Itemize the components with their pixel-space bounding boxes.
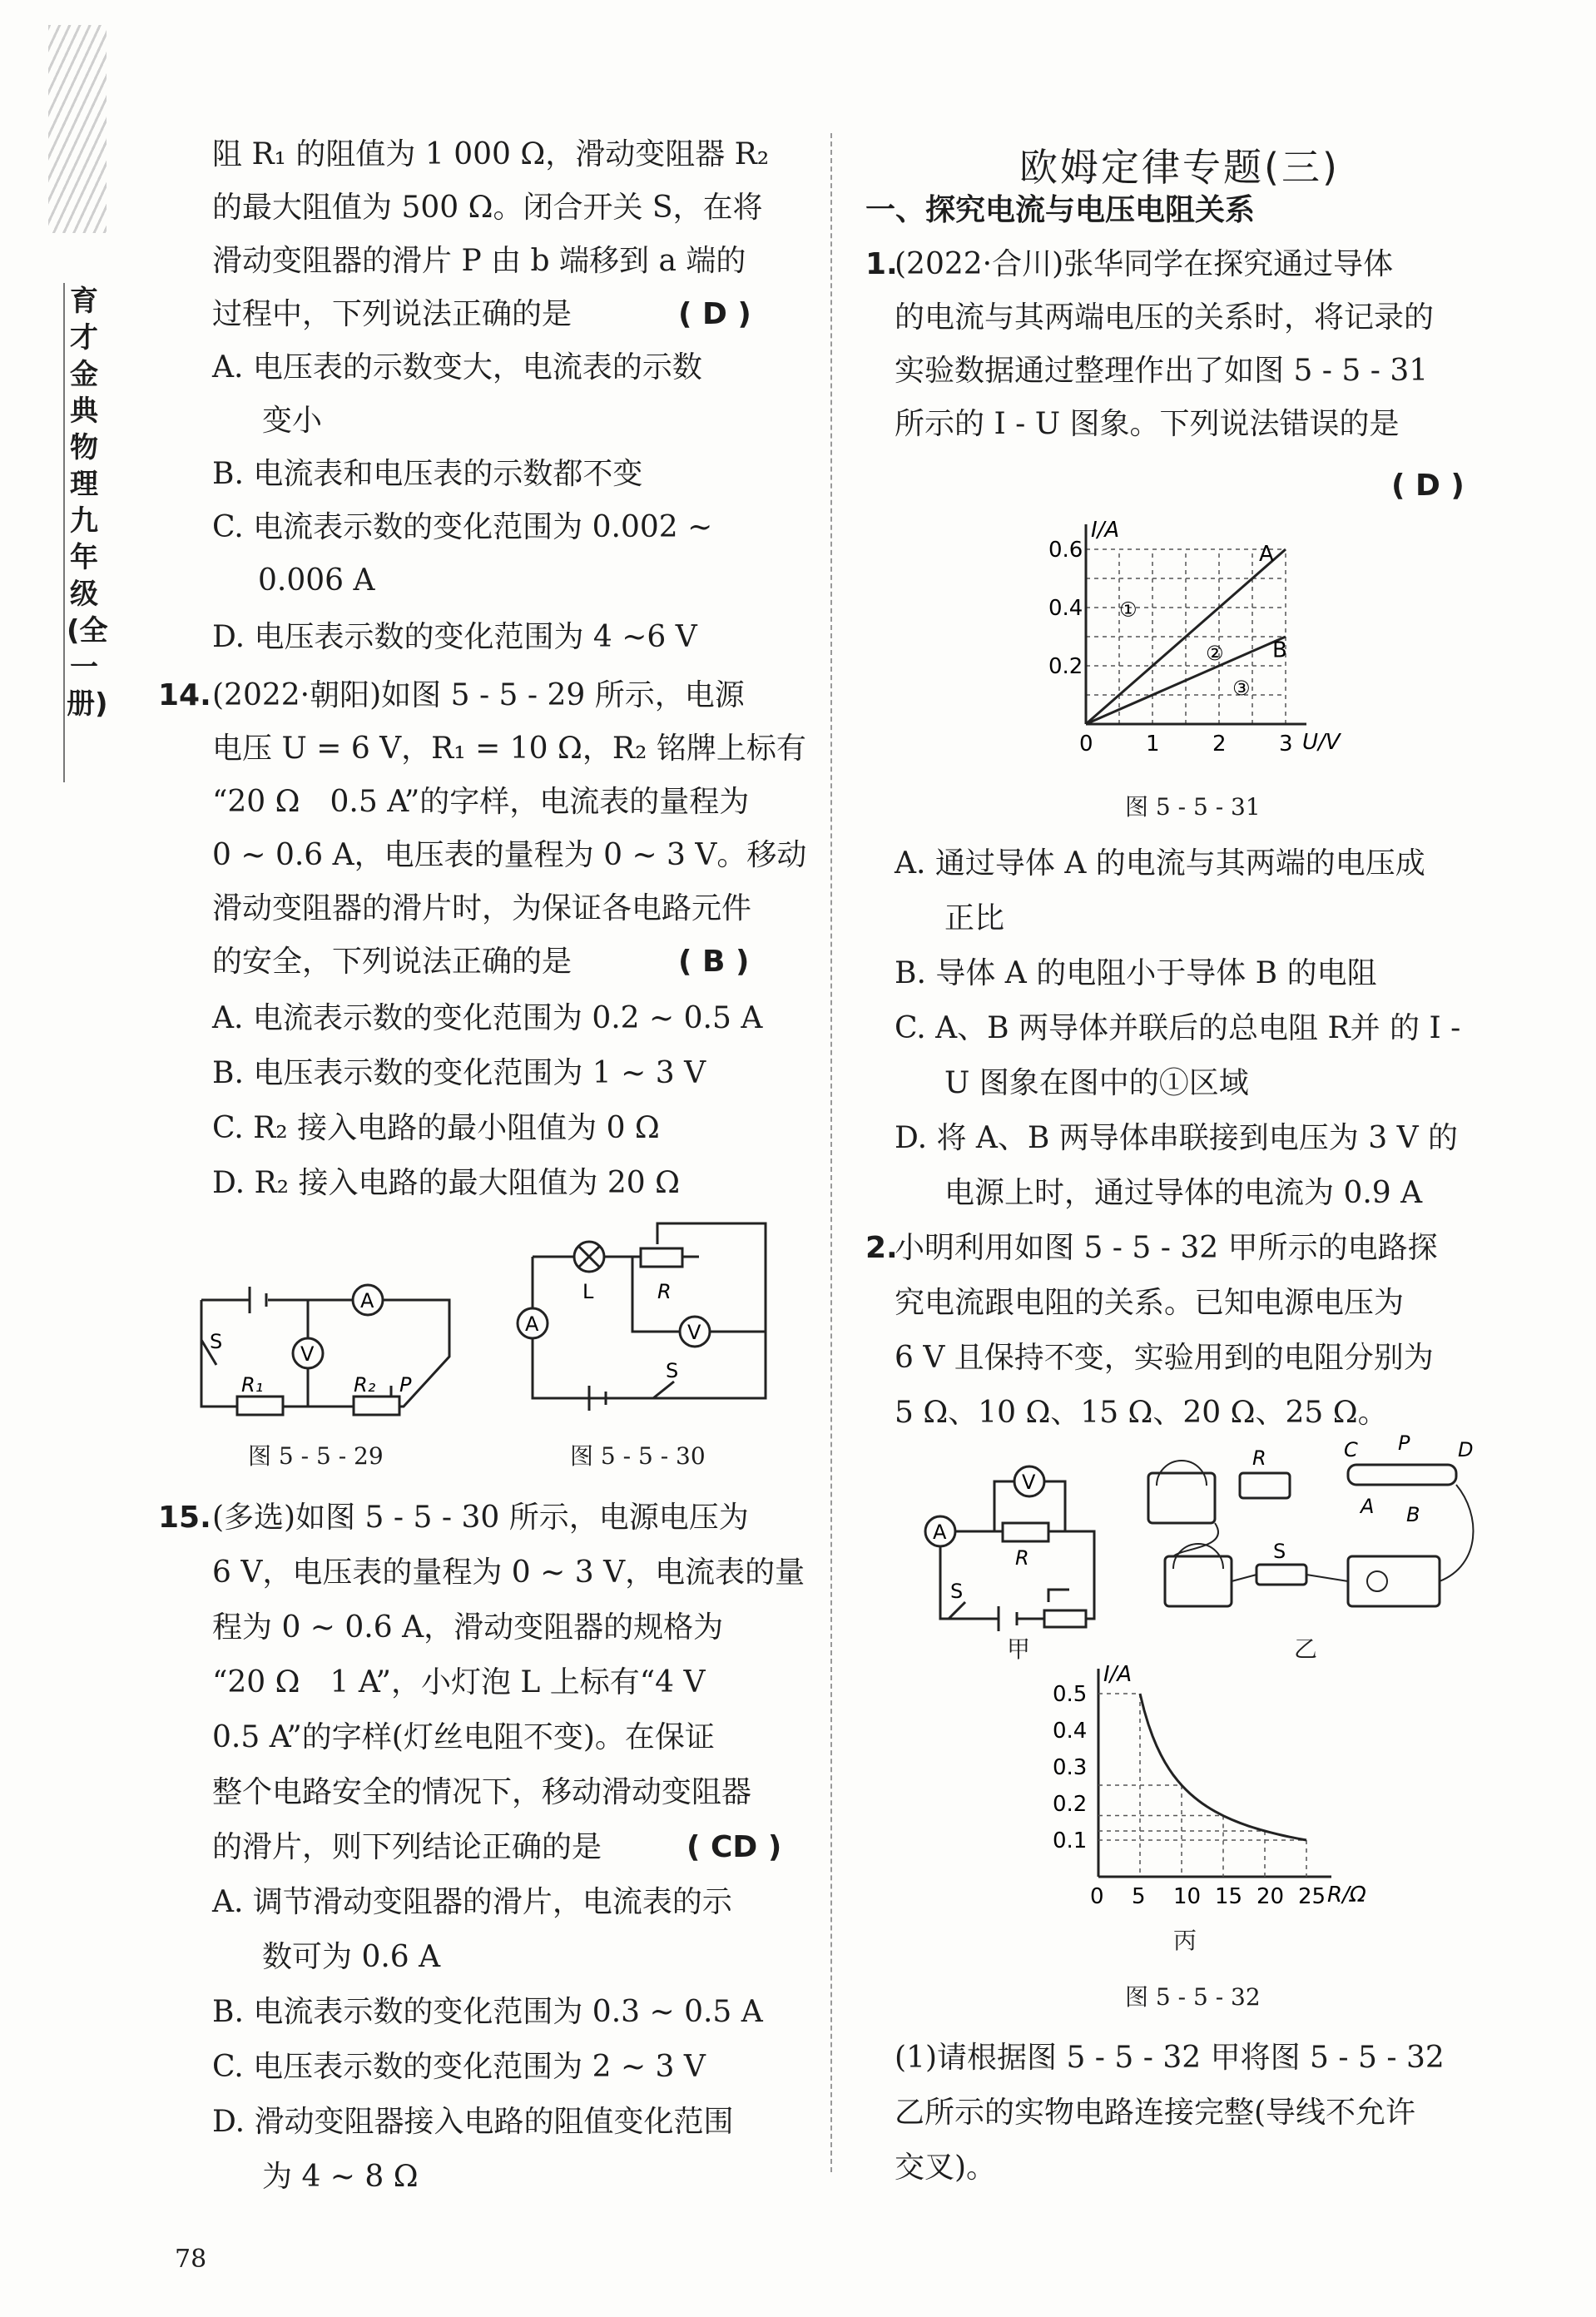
margin-hatch-decoration xyxy=(48,25,107,233)
q13-option-d: D. 电压表示数的变化范围为 4 ~6 V xyxy=(212,620,697,654)
power-supply-device-icon xyxy=(1348,1556,1440,1606)
fig29-label-p: P xyxy=(399,1373,412,1397)
fig29-label-a: A xyxy=(360,1289,374,1312)
fig32-jia-label-s: S xyxy=(950,1580,964,1603)
voltmeter-device-icon xyxy=(1165,1556,1232,1606)
x-tick-label: 2 xyxy=(1212,732,1227,757)
q14-line-2: 电压 U = 6 V，R₁ = 10 Ω，R₂ 铭牌上标有 xyxy=(212,732,806,766)
x-tick-label: 0 xyxy=(1090,1884,1104,1909)
q13-option-a-cont: 变小 xyxy=(262,404,323,438)
ammeter-device-icon xyxy=(1148,1473,1215,1523)
q15-line-6: 整个电路安全的情况下，移动滑动变阻器 xyxy=(212,1775,752,1809)
x-tick-label: 25 xyxy=(1298,1884,1326,1909)
q2-line-1: 小明利用如图 5 - 5 - 32 甲所示的电路探 xyxy=(895,1231,1438,1265)
q1-option-a-cont: 正比 xyxy=(944,901,1005,935)
q15-option-c: C. 电压表示数的变化范围为 2 ~ 3 V xyxy=(212,2050,706,2084)
rheostat-device-icon xyxy=(1348,1465,1456,1485)
figure-5-5-32-jia-circuit xyxy=(915,1465,1107,1631)
fig29-label-r2: R₂ xyxy=(354,1373,376,1397)
fig32-yi-label-d: D xyxy=(1458,1438,1474,1461)
fig32-yi-label-s: S xyxy=(1273,1540,1286,1563)
x-tick-label: 1 xyxy=(1146,732,1160,757)
fig32-yi-label-r: R xyxy=(1252,1446,1266,1470)
q1-answer: ( D ) xyxy=(1391,469,1465,503)
q2-line-2: 究电流跟电阻的关系。已知电源电压为 xyxy=(895,1286,1405,1320)
region-label-2: ② xyxy=(1206,642,1224,665)
figure-5-5-32-yi-devices xyxy=(1148,1431,1498,1631)
q1-line-1: (2022·合川)张华同学在探究通过导体 xyxy=(895,247,1394,281)
q15-answer: ( CD ) xyxy=(686,1830,782,1864)
fig32-yi-label-a: A xyxy=(1361,1495,1375,1518)
series-label-A: A xyxy=(1259,542,1274,567)
fig32-jia-label: 甲 xyxy=(1007,1635,1031,1663)
q15-number: 15. xyxy=(158,1501,211,1535)
q1-option-c: C. A、B 两导体并联后的总电阻 R并 的 I - xyxy=(895,1011,1461,1045)
q1-line-2: 的电流与其两端电压的关系时，将记录的 xyxy=(895,300,1435,335)
chart-5-5-31 xyxy=(1048,516,1341,766)
q13-option-c: C. 电流表示数的变化范围为 0.002 ~ xyxy=(212,510,713,544)
q2-sub1-line-3: 交叉)。 xyxy=(895,2151,997,2185)
y-axis-label: I/A xyxy=(1103,1662,1133,1687)
q13-line-1: 阻 R₁ 的阻值为 1 000 Ω，滑动变阻器 R₂ xyxy=(212,137,770,171)
y-tick-label: 0.5 xyxy=(1053,1682,1088,1707)
y-tick-label: 0.1 xyxy=(1053,1828,1088,1853)
y-tick-label: 0.6 xyxy=(1048,538,1083,563)
x-tick-label: 20 xyxy=(1256,1884,1285,1909)
q15-option-d: D. 滑动变阻器接入电路的阻值变化范围 xyxy=(212,2105,734,2139)
q14-line-1: (2022·朝阳)如图 5 - 5 - 29 所示，电源 xyxy=(212,678,745,712)
fig29-label-v: V xyxy=(300,1342,315,1366)
fig30-label-v: V xyxy=(687,1321,701,1344)
q14-line-5: 滑动变阻器的滑片时，为保证各电路元件 xyxy=(212,891,752,925)
q14-line-4: 0 ~ 0.6 A，电压表的量程为 0 ~ 3 V。移动 xyxy=(212,838,807,872)
q14-line-3: “20 Ω 0.5 A”的字样，电流表的量程为 xyxy=(212,785,750,819)
q15-line-2: 6 V，电压表的量程为 0 ~ 3 V，电流表的量 xyxy=(212,1555,805,1590)
x-tick-label: 5 xyxy=(1132,1884,1146,1909)
spine-book-title: 育才金典 物理 九年级(全一册) xyxy=(67,285,108,721)
y-tick-label: 0.4 xyxy=(1053,1719,1088,1744)
page-title: 欧姆定律专题(三) xyxy=(1019,145,1340,190)
q1-option-c-cont: U 图象在图中的①区域 xyxy=(944,1066,1249,1100)
spine-rule xyxy=(63,283,65,782)
fig32-yi-label-c: C xyxy=(1344,1438,1358,1461)
column-divider xyxy=(830,133,832,2172)
q15-line-3: 程为 0 ~ 0.6 A，滑动变阻器的规格为 xyxy=(212,1610,724,1645)
figure-5-5-30-circuit xyxy=(516,1215,774,1407)
q13-option-a: A. 电压表的示数变大，电流表的示数 xyxy=(212,350,702,385)
series-line-B xyxy=(1086,637,1286,724)
fig32-caption: 图 5 - 5 - 32 xyxy=(1125,1983,1261,2011)
q1-number: 1. xyxy=(865,247,898,281)
fig32-yi-label: 乙 xyxy=(1294,1635,1318,1663)
q15-option-b: B. 电流表示数的变化范围为 0.3 ~ 0.5 A xyxy=(212,1995,763,2029)
fig29-label-s: S xyxy=(210,1330,223,1353)
q2-number: 2. xyxy=(865,1231,898,1265)
switch-device-icon xyxy=(1256,1565,1306,1585)
y-axis-label: I/A xyxy=(1091,518,1120,543)
q15-option-a-cont: 数可为 0.6 A xyxy=(262,1940,441,1974)
fig29-label-r1: R₁ xyxy=(241,1373,264,1397)
fig32-jia-label-v: V xyxy=(1022,1471,1036,1494)
q14-option-b: B. 电压表示数的变化范围为 1 ~ 3 V xyxy=(212,1056,706,1090)
x-tick-label: 10 xyxy=(1173,1884,1202,1909)
q13-answer: ( D ) xyxy=(678,297,751,331)
q2-line-3: 6 V 且保持不变，实验用到的电阻分别为 xyxy=(895,1341,1434,1375)
chart-5-5-32-bing xyxy=(1048,1662,1381,1910)
fig32-jia-label-a: A xyxy=(933,1521,947,1544)
q2-line-4: 5 Ω、10 Ω、15 Ω、20 Ω、25 Ω。 xyxy=(895,1396,1388,1430)
y-tick-label: 0.2 xyxy=(1053,1792,1088,1817)
fig31-caption: 图 5 - 5 - 31 xyxy=(1125,793,1261,821)
q1-option-a: A. 通过导体 A 的电流与其两端的电压成 xyxy=(895,846,1425,881)
fig32-yi-label-b: B xyxy=(1406,1503,1420,1526)
series-label-B: B xyxy=(1272,638,1287,663)
q14-number: 14. xyxy=(158,678,211,712)
y-tick-label: 0.3 xyxy=(1053,1755,1088,1780)
section-heading: 一、探究电流与电压电阻关系 xyxy=(865,193,1256,227)
fig30-label-a: A xyxy=(525,1312,539,1336)
fig32-yi-label-p: P xyxy=(1398,1431,1410,1455)
x-tick-label: 0 xyxy=(1079,732,1093,757)
x-axis-label: R/Ω xyxy=(1327,1883,1366,1908)
q13-option-c-cont: 0.006 A xyxy=(258,563,375,598)
q2-sub1-line-2: 乙所示的实物电路连接完整(导线不允许 xyxy=(895,2096,1416,2130)
fig32-bing-label: 丙 xyxy=(1173,1927,1197,1954)
figure-5-5-29-circuit xyxy=(191,1248,458,1415)
fig30-label-l: L xyxy=(582,1280,594,1303)
q15-line-1: (多选)如图 5 - 5 - 30 所示，电源电压为 xyxy=(212,1501,749,1535)
q15-line-7: 的滑片，则下列结论正确的是 xyxy=(212,1830,602,1864)
q1-option-d-cont: 电源上时，通过导体的电流为 0.9 A xyxy=(944,1176,1423,1210)
q13-line-3: 滑动变阻器的滑片 P 由 b 端移到 a 端的 xyxy=(212,244,746,278)
x-tick-label: 3 xyxy=(1279,732,1293,757)
q1-line-4: 所示的 I - U 图象。下列说法错误的是 xyxy=(895,407,1400,441)
q1-line-3: 实验数据通过整理作出了如图 5 - 5 - 31 xyxy=(895,354,1429,388)
y-tick-label: 0.2 xyxy=(1048,654,1083,679)
q15-option-d-cont: 为 4 ~ 8 Ω xyxy=(262,2160,419,2194)
region-label-1: ① xyxy=(1119,598,1138,622)
page-number: 78 xyxy=(175,2245,207,2274)
q14-answer: ( B ) xyxy=(678,945,750,979)
fig29-caption: 图 5 - 5 - 29 xyxy=(248,1442,384,1470)
fig30-label-s: S xyxy=(666,1359,679,1382)
q14-option-c: C. R₂ 接入电路的最小阻值为 0 Ω xyxy=(212,1111,660,1145)
q1-option-b: B. 导体 A 的电阻小于导体 B 的电阻 xyxy=(895,956,1377,990)
q14-option-d: D. R₂ 接入电路的最大阻值为 20 Ω xyxy=(212,1166,680,1200)
x-tick-label: 15 xyxy=(1215,1884,1243,1909)
q1-option-d: D. 将 A、B 两导体串联接到电压为 3 V 的 xyxy=(895,1121,1459,1155)
q14-line-6: 的安全，下列说法正确的是 xyxy=(212,945,572,979)
q15-line-4: “20 Ω 1 A”，小灯泡 L 上标有“4 V xyxy=(212,1665,706,1699)
y-tick-label: 0.4 xyxy=(1048,596,1083,621)
q2-sub1-line-1: (1)请根据图 5 - 5 - 32 甲将图 5 - 5 - 32 xyxy=(895,2041,1445,2075)
region-label-3: ③ xyxy=(1232,677,1251,700)
resistor-device-icon xyxy=(1240,1473,1290,1498)
q13-line-2: 的最大阻值为 500 Ω。闭合开关 S，在将 xyxy=(212,191,763,225)
q15-line-5: 0.5 A”的字样(灯丝电阻不变)。在保证 xyxy=(212,1720,715,1754)
q15-option-a: A. 调节滑动变阻器的滑片，电流表的示 xyxy=(212,1885,732,1919)
q13-line-4: 过程中，下列说法正确的是 xyxy=(212,297,572,331)
fig32-jia-label-r: R xyxy=(1015,1546,1029,1570)
fig30-label-r: R xyxy=(657,1280,672,1303)
q13-option-b: B. 电流表和电压表的示数都不变 xyxy=(212,457,643,491)
q14-option-a: A. 电流表示数的变化范围为 0.2 ~ 0.5 A xyxy=(212,1001,763,1035)
fig30-caption: 图 5 - 5 - 30 xyxy=(570,1442,706,1470)
x-axis-label: U/V xyxy=(1302,730,1341,755)
